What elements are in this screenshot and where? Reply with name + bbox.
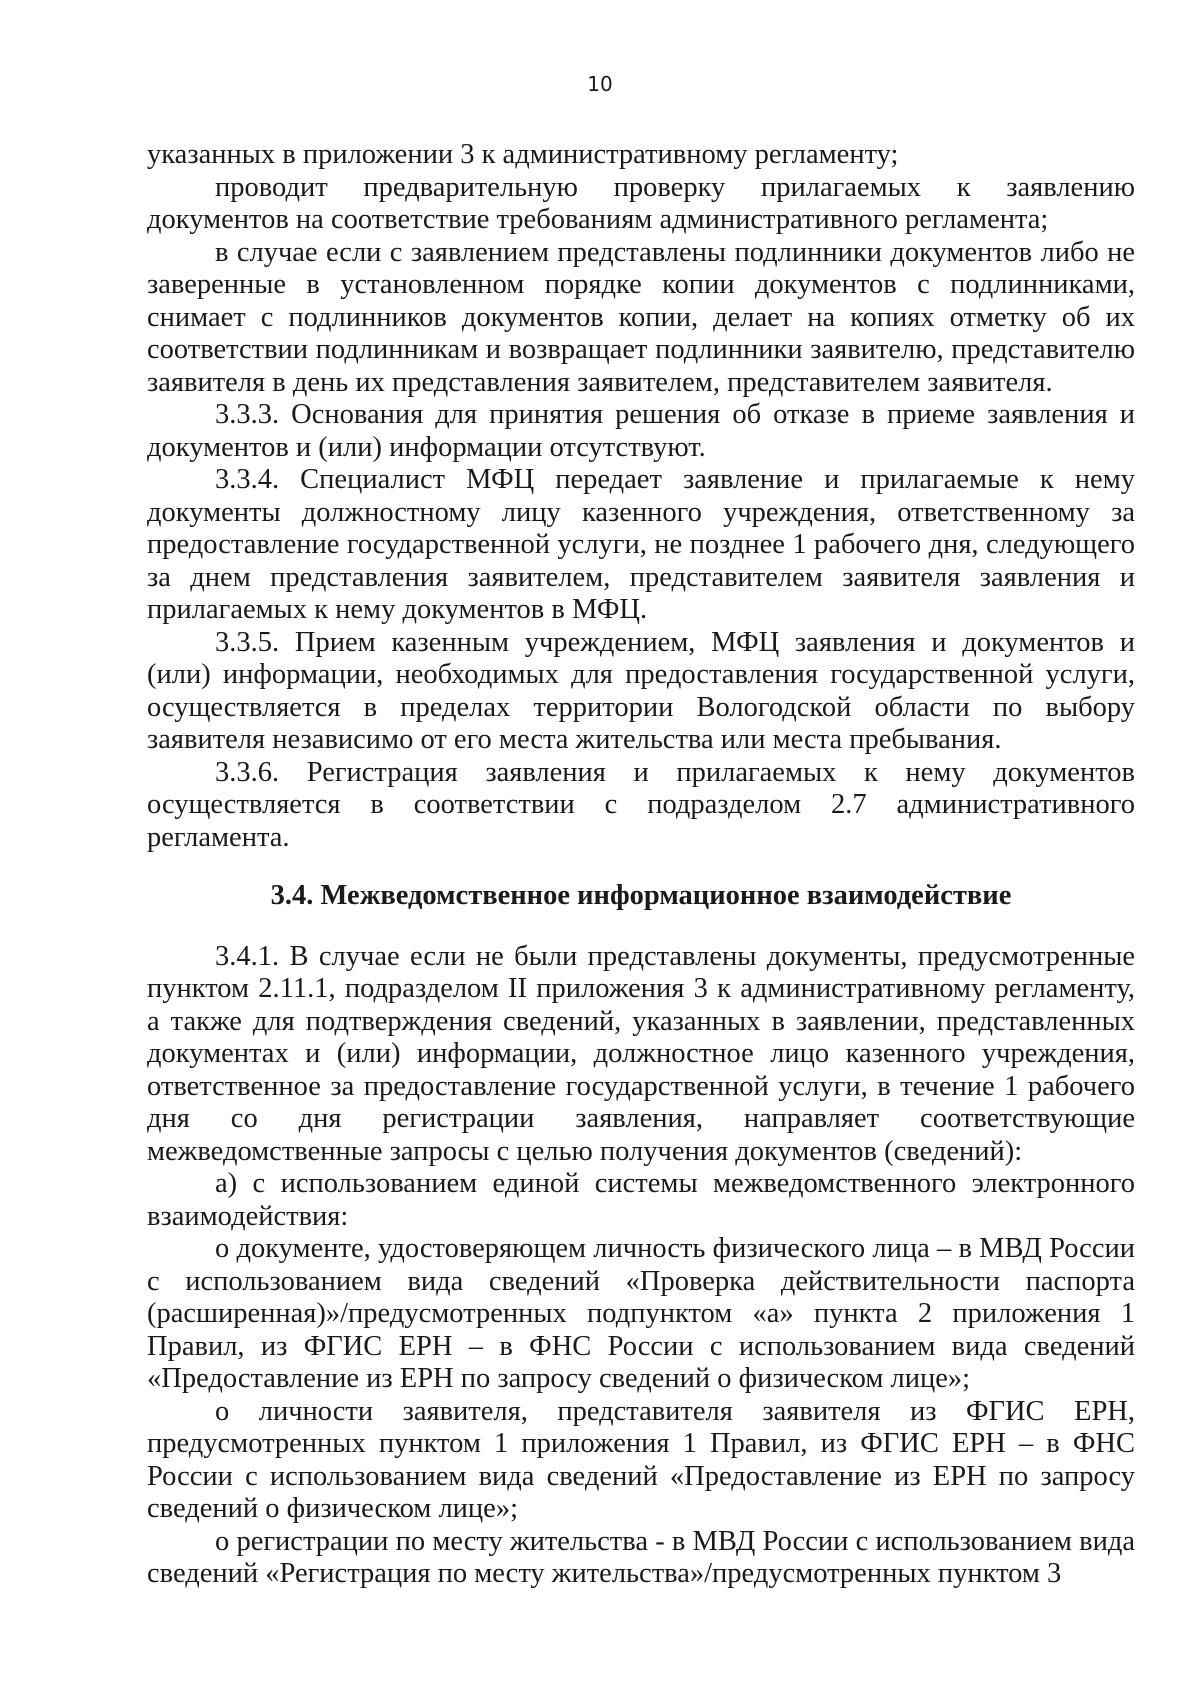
paragraph: о регистрации по месту жительства - в МВД России с использованием вида сведений «Регистрация по месту жительства»/предусмотренных пунктом 3 bbox=[147, 1525, 1135, 1589]
paragraph-item-a: а) с использованием единой системы межведомственного электронного взаимодействия: bbox=[147, 1168, 1135, 1232]
paragraph: проводит предварительную проверку прилагаемых к заявлению документов на соответствие требованиям административного регламента; bbox=[147, 171, 1135, 235]
page-number: 10 bbox=[587, 72, 613, 96]
paragraph: в случае если с заявлением представлены подлинники документов либо не заверенные в установленном порядке копии документов с подлинниками, снимает с подлинников документов копии, делает на копиях отметку об их соответствии подлинникам и возвращает подлинники заявителю, представителю заявителя в день их представления заявителем, представителем заявителя. bbox=[147, 236, 1135, 398]
paragraph-3-3-3: 3.3.3. Основания для принятия решения об отказе в приеме заявления и документов и (или) информации отсутствуют. bbox=[147, 399, 1135, 463]
section-heading: 3.4. Межведомственное информационное взаимодействие bbox=[270, 880, 1012, 911]
paragraph: о документе, удостоверяющем личность физического лица – в МВД России с использованием вида сведений «Проверка действительности паспорта (расширенная)»/предусмотренных подпунктом «а» пункта 2 приложения 1 Правил, из ФГИС ЕРН – в ФНС России с использованием вида сведений «Предоставление из ЕРН по запросу сведений о физическом лице»; bbox=[147, 1233, 1135, 1394]
paragraph-3-3-5: 3.3.5. Прием казенным учреждением, МФЦ заявления и документов и (или) информации, необходимых для предоставления государственной услуги, осуществляется в пределах территории Вологодской области по выбору заявителя независимо от его места жительства или места пребывания. bbox=[147, 626, 1135, 755]
paragraph-3-3-4: 3.3.4. Специалист МФЦ передает заявление и прилагаемые к нему документы должностному лицу казенного учреждения, ответственному за предоставление государственной услуги, не позднее 1 рабочего дня, следующего за днем представления заявителем, представителем заявителя заявления и прилагаемых к нему документов в МФЦ. bbox=[147, 464, 1135, 625]
paragraph-3-3-6: 3.3.6. Регистрация заявления и прилагаемых к нему документов осуществляется в соответствии с подразделом 2.7 административного регламента. bbox=[147, 756, 1135, 853]
paragraph: о личности заявителя, представителя заявителя из ФГИС ЕРН, предусмотренных пунктом 1 приложения 1 Правил, из ФГИС ЕРН – в ФНС России с использованием вида сведений «Предоставление из ЕРН по запросу сведений о физическом лице»; bbox=[147, 1395, 1135, 1524]
paragraph-continuation: указанных в приложении 3 к административному регламенту; bbox=[147, 139, 899, 170]
document-body bbox=[147, 139, 1135, 1591]
paragraph-3-4-1: 3.4.1. В случае если не были представлены документы, предусмотренные пунктом 2.11.1, подразделом II приложения 3 к административному регламенту, а также для подтверждения сведений, указанных в заявлении, представленных документах и (или) информации, должностное лицо казенного учреждения, ответственное за предоставление государственной услуги, в течение 1 рабочего дня со дня регистрации заявления, направляет соответствующие межведомственные запросы с целью получения документов (сведений): bbox=[147, 940, 1135, 1167]
